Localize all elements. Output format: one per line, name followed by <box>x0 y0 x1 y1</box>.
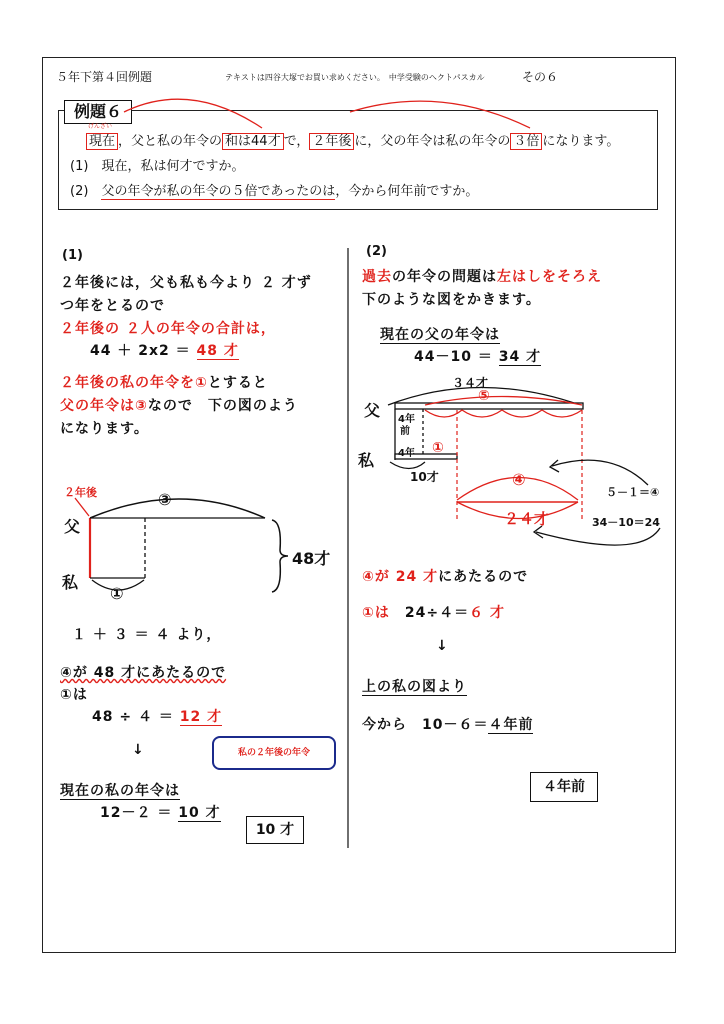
left-line11: 48 ÷ ４ ＝ 12 才 <box>92 709 223 725</box>
left-diag-2yr: ２年後 <box>64 486 97 499</box>
left-line4: 44 ＋ 2x2 ＝ 48 才 <box>90 343 239 359</box>
right-line5: ④が 24 才にあたるので <box>362 569 529 585</box>
left-line7: になります。 <box>60 421 149 437</box>
right-line2: 下のような図をかきます。 <box>362 292 541 308</box>
right-line1: 過去の年令の問題は左はしをそろえ <box>362 269 602 285</box>
note-bubble: 私の２年後の年令 <box>212 736 336 770</box>
question-2: (2) 父の年令が私の年令の５倍であったのは，今から何年前ですか。 <box>70 184 479 199</box>
arc-2 <box>350 101 530 128</box>
right-line4: 44－10 ＝ 34 才 <box>414 349 542 365</box>
left-line13: 12－２ ＝ 10 才 <box>100 805 221 821</box>
question-1: (1) 現在，私は何才ですか。 <box>70 159 245 174</box>
left-arc-3 <box>90 499 265 518</box>
right-diag-chichi: 父 <box>364 401 381 420</box>
left-line9: ④が 48 才にあたるので <box>60 665 227 681</box>
right-arc-5 <box>425 410 582 417</box>
right-diag-4: ④ <box>512 470 526 489</box>
left-label: (1) <box>62 248 83 263</box>
right-line7: 上の私の図より <box>362 679 467 695</box>
right-line3: 現在の父の年令は <box>380 327 500 343</box>
left-diag-3: ③ <box>158 490 172 509</box>
example-title: 例題６ <box>64 100 132 124</box>
answer-box-1: 10 才 <box>246 816 304 844</box>
right-diag-10: 10才 <box>410 470 439 484</box>
right-diag-watashi: 私 <box>358 451 375 470</box>
right-curve-arrow-2 <box>536 528 660 545</box>
left-diag-48: 48才 <box>292 549 331 568</box>
right-diag-1: ① <box>432 440 444 456</box>
example-line1: 現在 ，父と私の年令の 和は44才 で， ２年後 に，父の年令は私の年令の ３倍 になります。 <box>86 130 619 149</box>
right-line8: 今から 10－６＝４年前 <box>362 717 534 733</box>
left-diag-chichi: 父 <box>64 517 81 536</box>
left-diag-1: ① <box>110 584 124 603</box>
header-left: ５年下第４回例題 <box>56 70 153 84</box>
right-diag-24: ２４才 <box>504 510 550 528</box>
left-diag-watashi: 私 <box>62 573 79 592</box>
right-diag-mae: 前 <box>400 426 410 437</box>
left-line6: 父の年令は③なので 下の図のよう <box>60 398 298 414</box>
right-curve-arrow-1 <box>552 460 648 485</box>
right-label: (2) <box>366 244 387 259</box>
ruby-genzai: げんざい <box>88 123 113 130</box>
left-line2: つ年をとるので <box>60 298 165 314</box>
right-diag-4nen2: 4年 <box>398 448 415 459</box>
answer-box-2: ４年前 <box>530 772 598 802</box>
right-diag-34: ３４才 <box>452 376 489 390</box>
header-right: その６ <box>522 70 559 84</box>
left-line5: ２年後の私の年令を①とすると <box>60 375 268 391</box>
right-diag-5: ⑤ <box>478 388 490 404</box>
right-eq2: 34－10＝24 <box>592 516 660 529</box>
left-line1: ２年後には，父も私も今より ２ 才ず <box>60 275 312 291</box>
right-line6: ①は 24÷４＝６ 才 <box>362 605 505 621</box>
right-eq1: ５－１＝④ <box>606 486 660 499</box>
left-line10: ①は <box>60 687 88 703</box>
arc-1 <box>124 99 262 128</box>
header-center: テキストは四谷大塚でお買い求めください。 中学受験のヘクトパスカル <box>225 73 485 82</box>
left-line3: ２年後の ２人の年令の合計は， <box>60 321 276 337</box>
left-arrow: ↓ <box>132 742 145 758</box>
right-diag-4nen: 4年 <box>398 414 415 425</box>
right-arrow: ↓ <box>436 638 449 654</box>
left-brace <box>272 520 288 592</box>
left-line8: １ ＋ ３ ＝ ４ より， <box>72 627 222 643</box>
left-line12: 現在の私の年令は <box>60 783 180 799</box>
